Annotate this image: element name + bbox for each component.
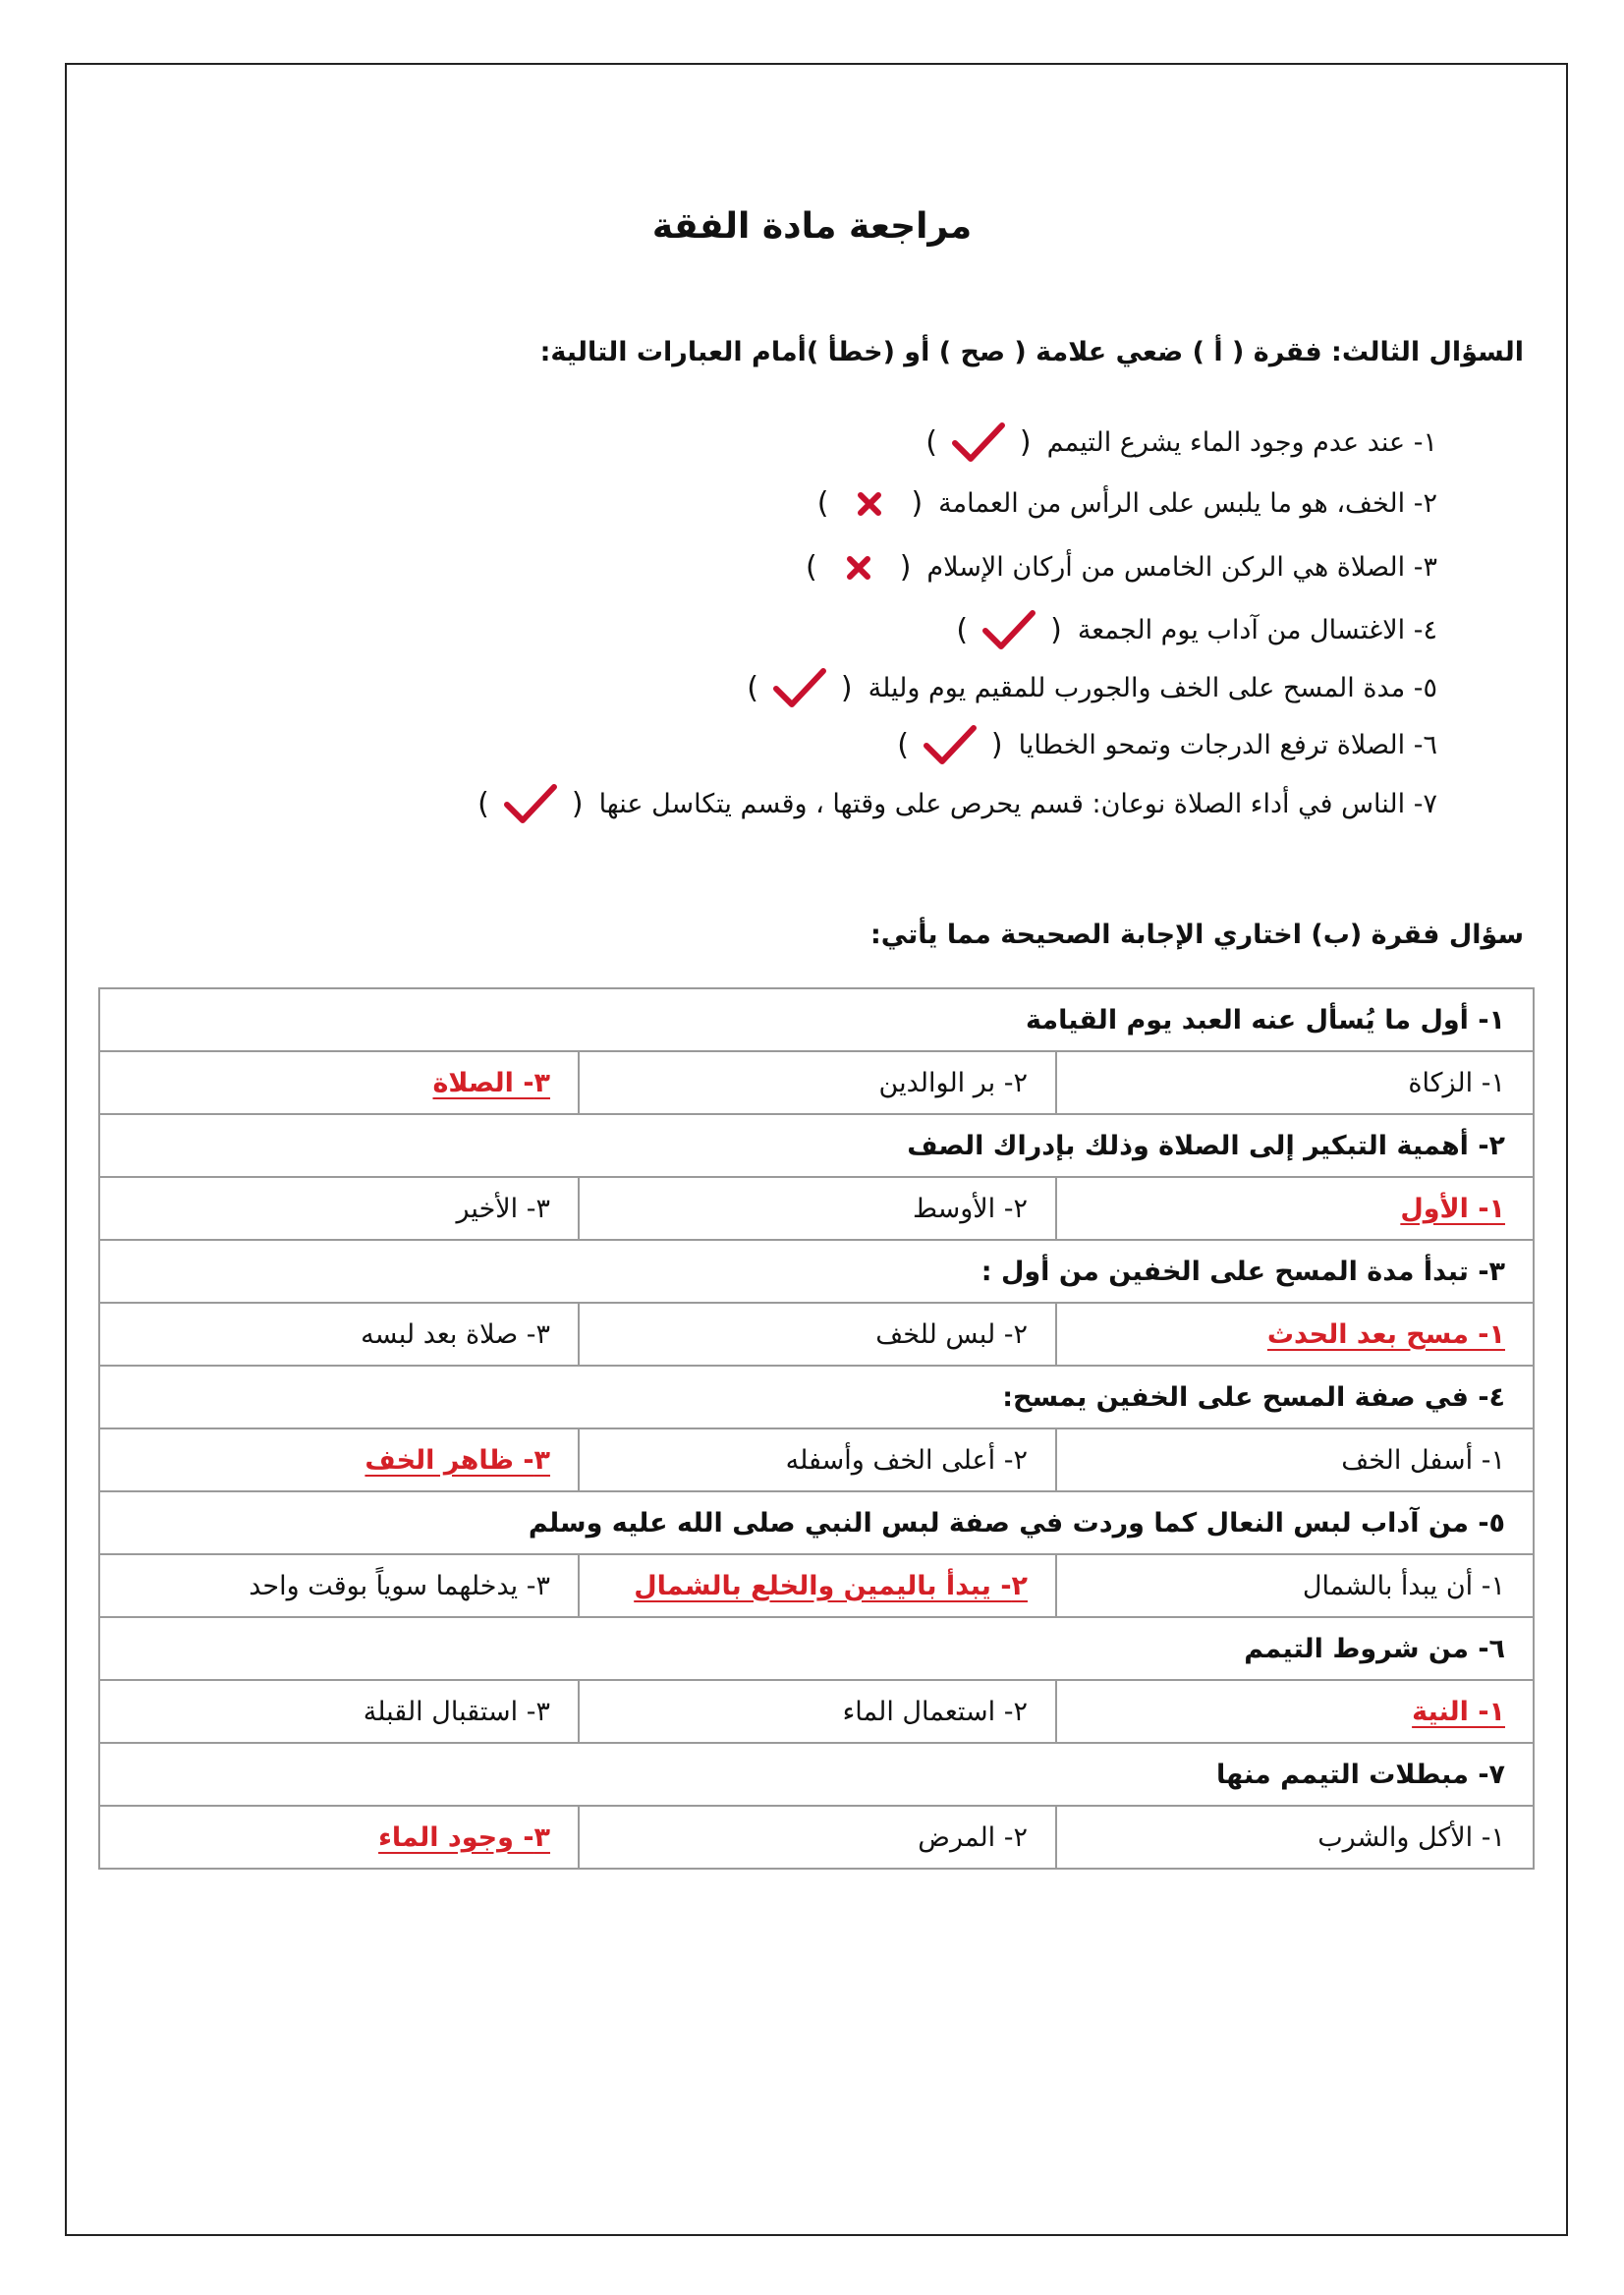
options-row <box>99 1428 1534 1491</box>
cross-mark-icon <box>827 555 890 581</box>
tf-statement: ١- عند عدم وجود الماء يشرع التيمم <box>1046 427 1437 458</box>
question-row <box>99 1114 1534 1177</box>
option-1: ١- أسفل الخف <box>1056 1428 1534 1491</box>
option-3: ٣- الصلاة <box>99 1051 579 1114</box>
option-3: ٣- الأخير <box>99 1177 579 1240</box>
mcq-table <box>98 987 1535 1870</box>
option-2: ٢- لبس للخف <box>579 1303 1056 1366</box>
tf-statement: ٦- الصلاة ترفع الدرجات وتمحو الخطايا <box>1018 730 1437 760</box>
section-a-heading: السؤال الثالث: فقرة ( أ ) ضعي علامة ( صح ) أو (خطأ )أمام العبارات التالية: <box>539 337 1524 367</box>
options-row <box>99 1680 1534 1743</box>
option-1: ١- مسح بعد الحدث <box>1056 1303 1534 1366</box>
question-row <box>99 1366 1534 1428</box>
options-row <box>99 1051 1534 1114</box>
option-2: ٢- أعلى الخف وأسفله <box>579 1428 1056 1491</box>
question-text: ٤- في صفة المسح على الخفين يمسح: <box>99 1366 1534 1428</box>
tf-item: ٥- مدة المسح على الخف والجورب للمقيم يوم وليلة ( ) <box>477 660 1437 717</box>
question-row <box>99 1617 1534 1680</box>
option-2: ٢- الأوسط <box>579 1177 1056 1240</box>
tf-item: ٢- الخف، هو ما يلبس على الرأس من العمامة ( ) <box>816 486 1437 521</box>
option-3: ٣- يدخلهما سوياً بوقت واحد <box>99 1554 579 1617</box>
question-text: ٣- تبدأ مدة المسح على الخفين من أول : <box>99 1240 1534 1303</box>
tf-item: ١- عند عدم وجود الماء يشرع التيمم ( ) <box>477 413 1437 474</box>
check-mark-icon <box>947 421 1010 465</box>
tf-item: ٦- الصلاة ترفع الدرجات وتمحو الخطايا ( ) <box>477 717 1437 774</box>
question-row <box>99 988 1534 1051</box>
check-mark-icon <box>978 609 1040 652</box>
options-row <box>99 1177 1534 1240</box>
options-row <box>99 1806 1534 1869</box>
option-2: ٢- يبدأ باليمين والخلع بالشمال <box>579 1554 1056 1617</box>
check-mark-icon <box>499 783 562 826</box>
option-1: ١- الأكل والشرب <box>1056 1806 1534 1869</box>
option-1: ١- الزكاة <box>1056 1051 1534 1114</box>
question-text: ٢- أهمية التبكير إلى الصلاة وذلك بإدراك الصف <box>99 1114 1534 1177</box>
question-row <box>99 1240 1534 1303</box>
check-mark-icon <box>768 667 831 710</box>
option-1: ١- أن يبدأ بالشمال <box>1056 1554 1534 1617</box>
option-3: ٣- ظاهر الخف <box>99 1428 579 1491</box>
option-2: ٢- المرض <box>579 1806 1056 1869</box>
options-row <box>99 1303 1534 1366</box>
option-3: ٣- استقبال القبلة <box>99 1680 579 1743</box>
tf-statement: ٤- الاغتسال من آداب يوم الجمعة <box>1077 615 1437 645</box>
true-false-list <box>477 413 1437 835</box>
question-text: ٦- من شروط التيمم <box>99 1617 1534 1680</box>
question-text: ٧- مبطلات التيمم منها <box>99 1743 1534 1806</box>
option-1: ١- النية <box>1056 1680 1534 1743</box>
option-2: ٢- استعمال الماء <box>579 1680 1056 1743</box>
question-text: ٥- من آداب لبس النعال كما وردت في صفة لبس النبي صلى الله عليه وسلم <box>99 1491 1534 1554</box>
page-title: مراجعة مادة الفقة <box>651 206 973 247</box>
tf-statement: ٢- الخف، هو ما يلبس على الرأس من العمامة <box>938 488 1437 519</box>
option-2: ٢- بر الوالدين <box>579 1051 1056 1114</box>
question-text: ١- أول ما يُسأل عنه العبد يوم القيامة <box>99 988 1534 1051</box>
tf-item: ٣- الصلاة هي الركن الخامس من أركان الإسلام ( ) <box>805 550 1437 585</box>
tf-statement: ٧- الناس في أداء الصلاة نوعان: قسم يحرص على وقتها ، وقسم يتكاسل عنها <box>598 789 1437 819</box>
question-row <box>99 1743 1534 1806</box>
tf-item: ٤- الاغتسال من آداب يوم الجمعة ( ) <box>477 601 1437 660</box>
option-3: ٣- صلاة بعد لبسه <box>99 1303 579 1366</box>
section-b-heading: سؤال فقرة (ب) اختاري الإجابة الصحيحة مما يأتي: <box>869 920 1524 950</box>
check-mark-icon <box>919 724 981 767</box>
options-row <box>99 1554 1534 1617</box>
option-1: ١- الأول <box>1056 1177 1534 1240</box>
tf-statement: ٣- الصلاة هي الركن الخامس من أركان الإسلام <box>926 552 1437 583</box>
question-row <box>99 1491 1534 1554</box>
cross-mark-icon <box>838 491 901 517</box>
option-3: ٣- وجود الماء <box>99 1806 579 1869</box>
tf-item: ٧- الناس في أداء الصلاة نوعان: قسم يحرص على وقتها ، وقسم يتكاسل عنها ( ) <box>477 774 1437 835</box>
tf-statement: ٥- مدة المسح على الخف والجورب للمقيم يوم وليلة <box>868 673 1437 703</box>
